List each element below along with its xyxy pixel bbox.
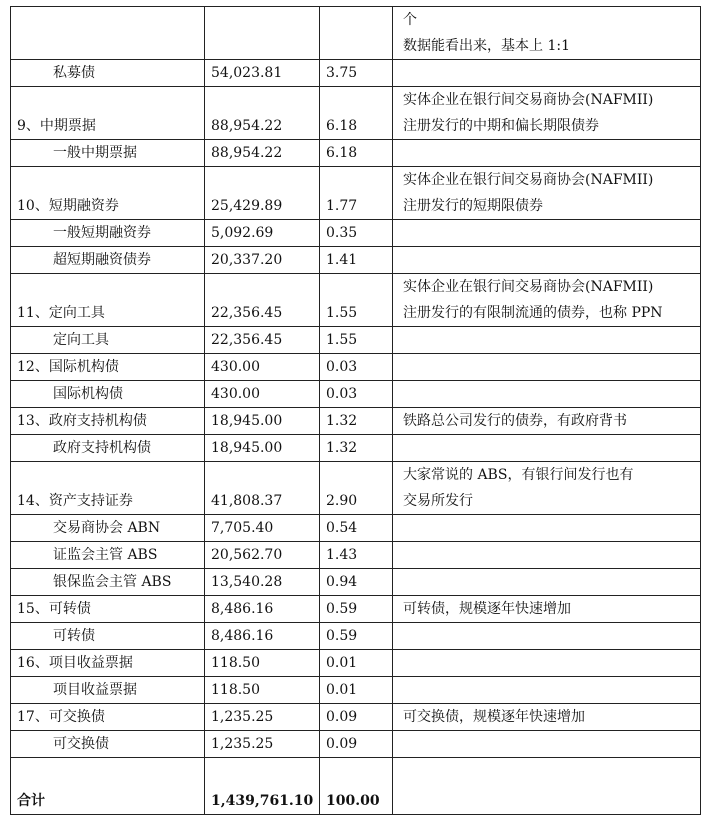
table-row bbox=[11, 220, 701, 247]
note-line: 注册发行的有限制流通的债券，也称 PPN bbox=[403, 305, 663, 321]
table-row bbox=[11, 596, 701, 623]
row-amount: 18,945.00 bbox=[205, 408, 320, 435]
note-line: 个 bbox=[403, 12, 417, 28]
row-note bbox=[393, 435, 701, 462]
row-pct: 2.90 bbox=[320, 462, 393, 515]
row-pct: 0.03 bbox=[320, 381, 393, 408]
row-pct: 1.43 bbox=[320, 542, 393, 569]
row-name: 一般短期融资券 bbox=[11, 220, 205, 247]
row-amount: 430.00 bbox=[205, 354, 320, 381]
note-line: 可转债，规模逐年快速增加 bbox=[403, 601, 571, 617]
row-amount: 22,356.45 bbox=[205, 274, 320, 327]
row-pct: 0.59 bbox=[320, 623, 393, 650]
row-amount: 18,945.00 bbox=[205, 435, 320, 462]
table-row bbox=[11, 435, 701, 462]
row-name: 银保监会主管 ABS bbox=[11, 569, 205, 596]
row-note bbox=[393, 596, 701, 623]
table-row bbox=[11, 515, 701, 542]
row-name: 一般中期票据 bbox=[11, 140, 205, 167]
row-amount: 54,023.81 bbox=[205, 60, 320, 87]
row-note bbox=[393, 704, 701, 731]
bond-table bbox=[10, 6, 701, 815]
row-name: 11、定向工具 bbox=[11, 274, 205, 327]
row-name: 13、政府支持机构债 bbox=[11, 408, 205, 435]
table-row bbox=[11, 60, 701, 87]
table-row bbox=[11, 274, 701, 327]
row-pct: 1.77 bbox=[320, 167, 393, 220]
row-pct: 1.32 bbox=[320, 435, 393, 462]
row-pct: 1.55 bbox=[320, 274, 393, 327]
table-row bbox=[11, 731, 701, 758]
table-row bbox=[11, 381, 701, 408]
row-note bbox=[393, 140, 701, 167]
row-pct: 0.94 bbox=[320, 569, 393, 596]
note-line: 交易所发行 bbox=[403, 493, 473, 509]
row-amount: 1,235.25 bbox=[205, 704, 320, 731]
note-line: 实体企业在银行间交易商协会(NAFMII) bbox=[403, 279, 654, 295]
row-amount: 118.50 bbox=[205, 677, 320, 704]
row-pct: 0.35 bbox=[320, 220, 393, 247]
row-note bbox=[393, 167, 701, 220]
row-amount: 20,562.70 bbox=[205, 542, 320, 569]
row-name: 政府支持机构债 bbox=[11, 435, 205, 462]
row-name: 14、资产支持证券 bbox=[11, 462, 205, 515]
row-name: 10、短期融资券 bbox=[11, 167, 205, 220]
row-note bbox=[393, 381, 701, 408]
note-line: 注册发行的短期限债券 bbox=[403, 198, 543, 214]
row-note bbox=[393, 758, 701, 815]
row-pct: 0.01 bbox=[320, 677, 393, 704]
row-name: 证监会主管 ABS bbox=[11, 542, 205, 569]
table-row bbox=[11, 408, 701, 435]
row-note bbox=[393, 462, 701, 515]
row-name: 超短期融资债券 bbox=[11, 247, 205, 274]
row-amount: 430.00 bbox=[205, 381, 320, 408]
row-amount: 5,092.69 bbox=[205, 220, 320, 247]
note-line: 实体企业在银行间交易商协会(NAFMII) bbox=[403, 92, 654, 108]
row-pct: 6.18 bbox=[320, 87, 393, 140]
table-row bbox=[11, 354, 701, 381]
table-row bbox=[11, 623, 701, 650]
total-amount: 1,439,761.10 bbox=[205, 758, 320, 815]
row-note bbox=[393, 408, 701, 435]
table-row bbox=[11, 569, 701, 596]
table-row bbox=[11, 7, 701, 60]
table-row bbox=[11, 650, 701, 677]
row-name: 私募债 bbox=[11, 60, 205, 87]
note-line: 可交换债，规模逐年快速增加 bbox=[403, 709, 585, 725]
row-note bbox=[393, 60, 701, 87]
table-row bbox=[11, 167, 701, 220]
row-note bbox=[393, 623, 701, 650]
row-amount: 8,486.16 bbox=[205, 596, 320, 623]
row-note bbox=[393, 354, 701, 381]
row-name: 17、可交换债 bbox=[11, 704, 205, 731]
row-amount bbox=[205, 7, 320, 60]
row-amount: 22,356.45 bbox=[205, 327, 320, 354]
row-name: 12、国际机构债 bbox=[11, 354, 205, 381]
row-name: 15、可转债 bbox=[11, 596, 205, 623]
row-pct: 0.59 bbox=[320, 596, 393, 623]
table-row bbox=[11, 677, 701, 704]
row-amount: 8,486.16 bbox=[205, 623, 320, 650]
row-amount: 88,954.22 bbox=[205, 140, 320, 167]
row-name: 国际机构债 bbox=[11, 381, 205, 408]
row-amount: 41,808.37 bbox=[205, 462, 320, 515]
note-line: 大家常说的 ABS，有银行间发行也有 bbox=[403, 467, 634, 483]
row-pct: 0.09 bbox=[320, 704, 393, 731]
row-name: 交易商协会 ABN bbox=[11, 515, 205, 542]
row-note bbox=[393, 87, 701, 140]
row-pct: 1.32 bbox=[320, 408, 393, 435]
row-note bbox=[393, 542, 701, 569]
row-pct: 0.01 bbox=[320, 650, 393, 677]
row-note bbox=[393, 327, 701, 354]
row-pct: 1.41 bbox=[320, 247, 393, 274]
row-amount: 118.50 bbox=[205, 650, 320, 677]
note-line: 数据能看出来，基本上 1:1 bbox=[403, 38, 570, 54]
row-note bbox=[393, 569, 701, 596]
row-name: 可交换债 bbox=[11, 731, 205, 758]
total-label: 合计 bbox=[11, 758, 205, 815]
row-pct: 0.03 bbox=[320, 354, 393, 381]
row-amount: 1,235.25 bbox=[205, 731, 320, 758]
row-pct: 0.09 bbox=[320, 731, 393, 758]
table-row bbox=[11, 87, 701, 140]
table-row bbox=[11, 140, 701, 167]
row-pct: 1.55 bbox=[320, 327, 393, 354]
row-note bbox=[393, 515, 701, 542]
row-note bbox=[393, 274, 701, 327]
row-note bbox=[393, 247, 701, 274]
row-amount: 13,540.28 bbox=[205, 569, 320, 596]
table-row bbox=[11, 247, 701, 274]
row-name: 项目收益票据 bbox=[11, 677, 205, 704]
row-pct bbox=[320, 7, 393, 60]
row-note bbox=[393, 220, 701, 247]
table-row bbox=[11, 462, 701, 515]
note-line: 实体企业在银行间交易商协会(NAFMII) bbox=[403, 172, 654, 188]
row-amount: 88,954.22 bbox=[205, 87, 320, 140]
row-name: 16、项目收益票据 bbox=[11, 650, 205, 677]
row-note bbox=[393, 650, 701, 677]
row-note bbox=[393, 677, 701, 704]
row-name: 可转债 bbox=[11, 623, 205, 650]
row-amount: 20,337.20 bbox=[205, 247, 320, 274]
note-line: 注册发行的中期和偏长期限债券 bbox=[403, 118, 599, 134]
total-row bbox=[11, 758, 701, 815]
table-row bbox=[11, 542, 701, 569]
row-amount: 25,429.89 bbox=[205, 167, 320, 220]
total-pct: 100.00 bbox=[320, 758, 393, 815]
row-pct: 0.54 bbox=[320, 515, 393, 542]
row-name bbox=[11, 7, 205, 60]
row-name: 定向工具 bbox=[11, 327, 205, 354]
row-pct: 6.18 bbox=[320, 140, 393, 167]
row-note bbox=[393, 7, 701, 60]
row-pct: 3.75 bbox=[320, 60, 393, 87]
table-row bbox=[11, 327, 701, 354]
table-row bbox=[11, 704, 701, 731]
row-note bbox=[393, 731, 701, 758]
row-amount: 7,705.40 bbox=[205, 515, 320, 542]
row-name: 9、中期票据 bbox=[11, 87, 205, 140]
note-line: 铁路总公司发行的债券，有政府背书 bbox=[403, 413, 627, 429]
